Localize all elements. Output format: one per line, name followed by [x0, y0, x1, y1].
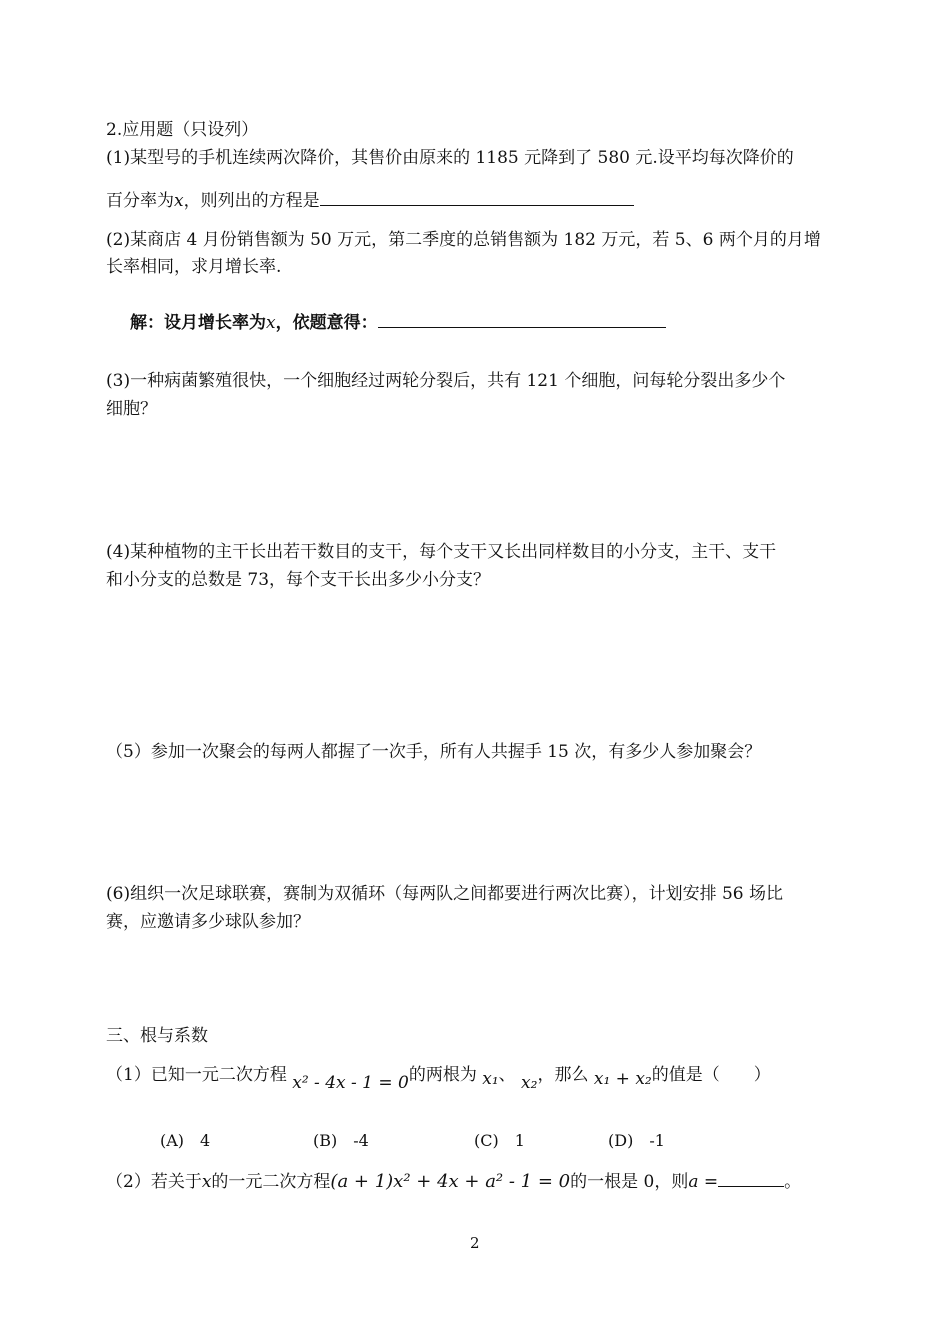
option-c[interactable]: (C) 1: [474, 1131, 525, 1150]
answer-blank[interactable]: [378, 309, 666, 328]
roots-q2-mid: 的一元二次方程: [211, 1172, 331, 1192]
variable-x: x: [201, 1172, 212, 1192]
page-number: 2: [470, 1234, 480, 1252]
answer-blank[interactable]: [320, 187, 634, 206]
roots-q2-suffix: 。: [784, 1172, 802, 1192]
question-6-line-1: (6)组织一次足球联赛，赛制为双循环（每两队之间都要进行两次比赛），计划安排 56 场比: [106, 884, 784, 904]
question-2-line-1: (2)某商店 4 月份销售额为 50 万元，第二季度的总销售额为 182 万元，若 5、6 两个月的月增: [106, 230, 821, 250]
roots-q2-mid2: 的一根是 0，则: [570, 1172, 689, 1192]
root-x1: x₁: [482, 1069, 499, 1089]
question-6-line-2: 赛，应邀请多少球队参加？: [106, 912, 310, 932]
question-1-suffix: ，则列出的方程是: [183, 191, 320, 211]
question-2-line-2: 长率相同，求月增长率.: [106, 257, 282, 277]
roots-question-1: [106, 1064, 771, 1093]
roots-q1-suffix: 的值是（ ）: [651, 1065, 771, 1085]
roots-q1-mid: 的两根为: [408, 1065, 477, 1085]
roots-q1-mid2: ，那么: [537, 1065, 589, 1085]
root-separator: 、: [498, 1065, 516, 1085]
answer-blank[interactable]: [718, 1168, 784, 1187]
quadratic-equation-2: (a + 1)x² + 4x + a² - 1 = 0: [330, 1171, 571, 1192]
question-4-line-2: 和小分支的总数是 73，每个支干长出多少小分支？: [106, 570, 491, 590]
option-d[interactable]: (D) -1: [608, 1131, 665, 1150]
root-x2: x₂: [521, 1073, 538, 1093]
roots-q1-prefix: （1）已知一元二次方程: [106, 1065, 287, 1085]
question-1-line-2: [106, 187, 634, 212]
question-5-line-1: （5）参加一次聚会的每两人都握了一次手，所有人共握手 15 次，有多少人参加聚会？: [106, 742, 762, 762]
roots-question-2: [106, 1168, 801, 1193]
section-2-heading: 2.应用题（只设列）: [106, 120, 259, 140]
root-sum: x₁ + x₂: [593, 1069, 652, 1089]
question-1-line-1: (1)某型号的手机连续两次降价，其售价由原来的 1185 元降到了 580 元.设平均每次降价的: [106, 148, 794, 168]
a-equals: a =: [688, 1172, 719, 1192]
question-2-solution: [130, 309, 666, 334]
section-3-heading: 三、根与系数: [106, 1026, 208, 1046]
variable-x: x: [266, 313, 276, 333]
question-4-line-1: (4)某种植物的主干长出若干数目的支干，每个支干又长出同样数目的小分支，主干、支干: [106, 542, 777, 562]
option-a[interactable]: (A) 4: [160, 1131, 211, 1150]
solution-prefix: 解：设月增长率为: [130, 313, 266, 333]
option-b[interactable]: (B) -4: [313, 1131, 369, 1150]
solution-suffix: ，依题意得：: [275, 313, 378, 333]
roots-q2-prefix: （2）若关于: [106, 1172, 202, 1192]
quadratic-equation: x² - 4x - 1 = 0: [292, 1073, 409, 1093]
question-1-prefix: 百分率为: [106, 191, 174, 211]
question-3-line-1: (3)一种病菌繁殖很快，一个细胞经过两轮分裂后，共有 121 个细胞，问每轮分裂出多少个: [106, 371, 786, 391]
variable-x: x: [174, 191, 184, 211]
question-3-line-2: 细胞？: [106, 399, 157, 419]
